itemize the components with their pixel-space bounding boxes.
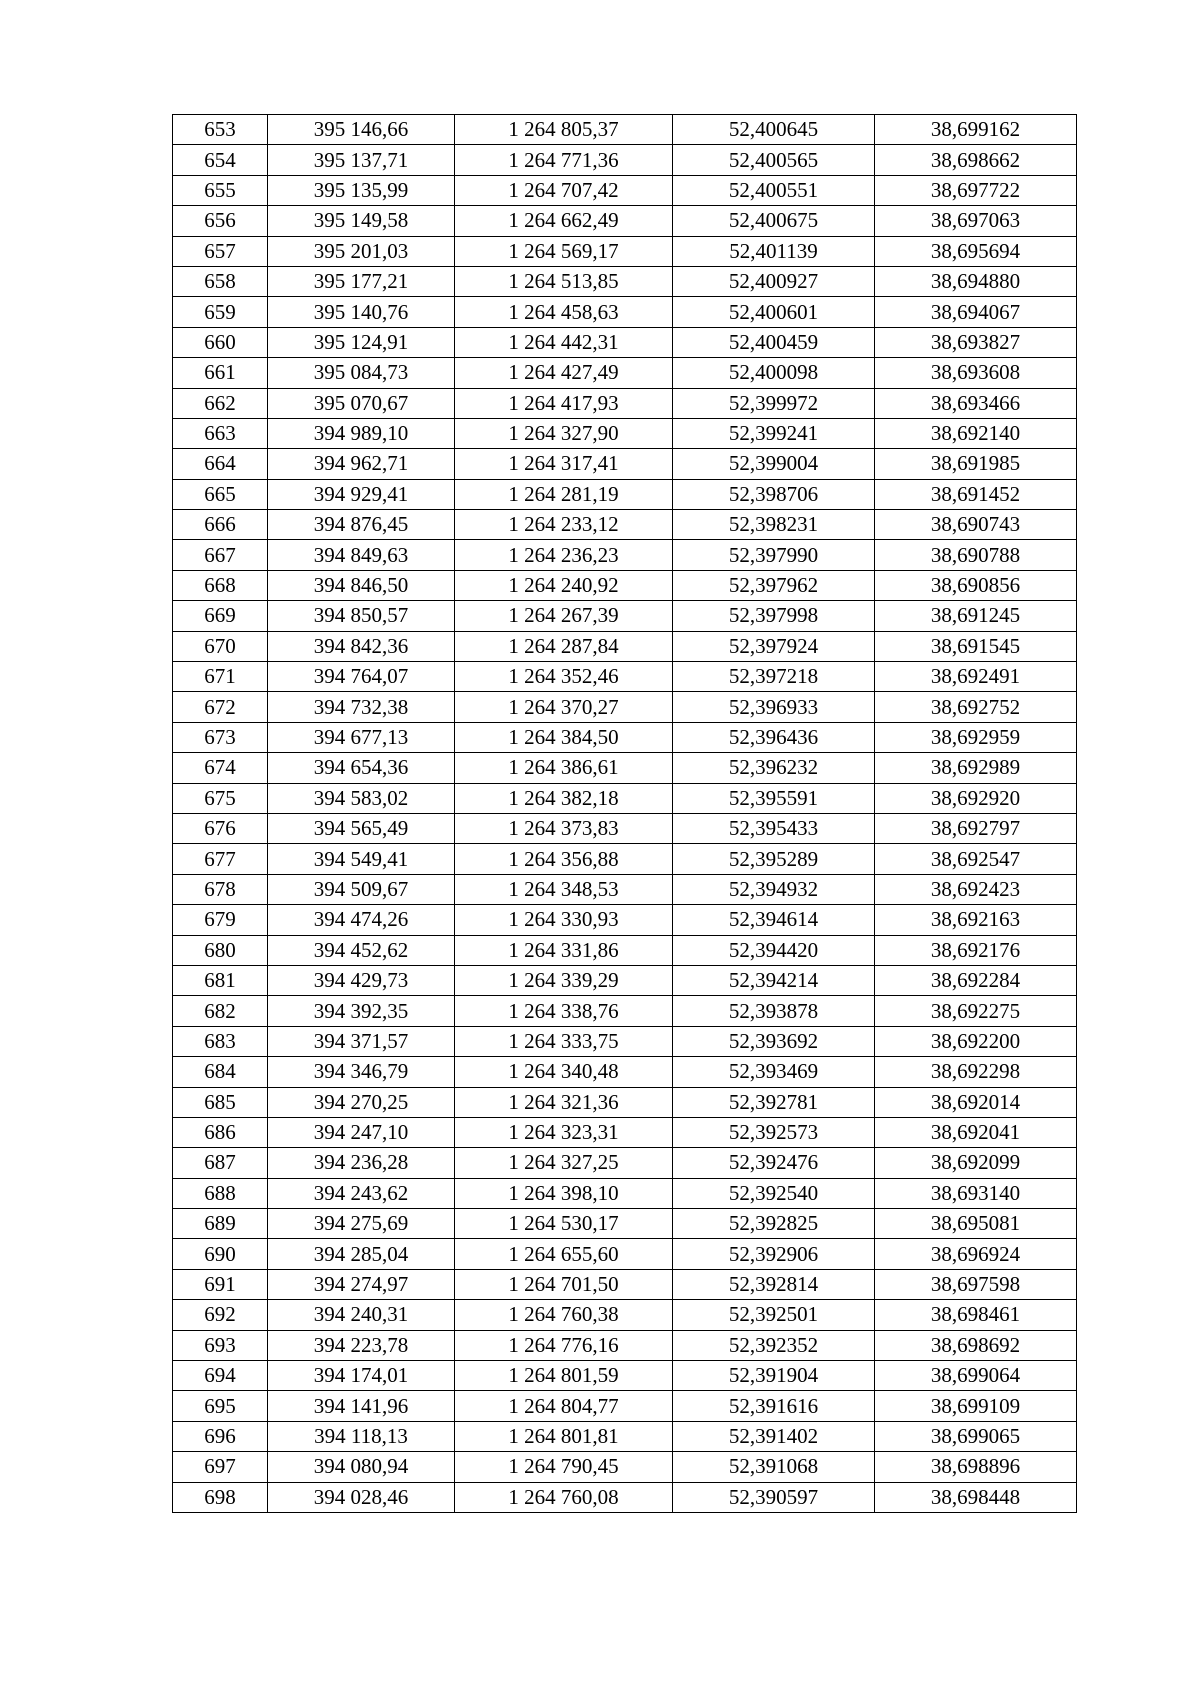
point-number-cell: 673: [173, 722, 268, 752]
longitude-cell: 38,695694: [875, 236, 1077, 266]
x-coordinate-cell: 394 285,04: [268, 1239, 455, 1269]
point-number-cell: 671: [173, 662, 268, 692]
table-row: [173, 266, 1077, 296]
table-row: [173, 418, 1077, 448]
x-coordinate-cell: 394 274,97: [268, 1269, 455, 1299]
table-row: [173, 692, 1077, 722]
longitude-cell: 38,698662: [875, 145, 1077, 175]
table-row: [173, 570, 1077, 600]
y-coordinate-cell: 1 264 321,36: [455, 1087, 673, 1117]
latitude-cell: 52,399241: [673, 418, 875, 448]
table-row: [173, 783, 1077, 813]
x-coordinate-cell: 395 177,21: [268, 266, 455, 296]
table-row: [173, 965, 1077, 995]
y-coordinate-cell: 1 264 384,50: [455, 722, 673, 752]
longitude-cell: 38,698448: [875, 1482, 1077, 1512]
point-number-cell: 661: [173, 358, 268, 388]
table-row: [173, 327, 1077, 357]
point-number-cell: 686: [173, 1117, 268, 1147]
longitude-cell: 38,690743: [875, 510, 1077, 540]
latitude-cell: 52,396232: [673, 753, 875, 783]
table-row: [173, 1421, 1077, 1451]
x-coordinate-cell: 395 146,66: [268, 115, 455, 145]
longitude-cell: 38,693827: [875, 327, 1077, 357]
x-coordinate-cell: 394 842,36: [268, 631, 455, 661]
latitude-cell: 52,392540: [673, 1178, 875, 1208]
longitude-cell: 38,699065: [875, 1421, 1077, 1451]
y-coordinate-cell: 1 264 790,45: [455, 1452, 673, 1482]
y-coordinate-cell: 1 264 760,38: [455, 1300, 673, 1330]
longitude-cell: 38,699064: [875, 1361, 1077, 1391]
point-number-cell: 675: [173, 783, 268, 813]
point-number-cell: 691: [173, 1269, 268, 1299]
latitude-cell: 52,400645: [673, 115, 875, 145]
table-row: [173, 1269, 1077, 1299]
table-row: [173, 1482, 1077, 1512]
point-number-cell: 674: [173, 753, 268, 783]
y-coordinate-cell: 1 264 398,10: [455, 1178, 673, 1208]
longitude-cell: 38,692752: [875, 692, 1077, 722]
y-coordinate-cell: 1 264 339,29: [455, 965, 673, 995]
y-coordinate-cell: 1 264 317,41: [455, 449, 673, 479]
x-coordinate-cell: 395 140,76: [268, 297, 455, 327]
point-number-cell: 669: [173, 601, 268, 631]
x-coordinate-cell: 394 583,02: [268, 783, 455, 813]
longitude-cell: 38,692989: [875, 753, 1077, 783]
x-coordinate-cell: 395 137,71: [268, 145, 455, 175]
latitude-cell: 52,391402: [673, 1421, 875, 1451]
longitude-cell: 38,694880: [875, 266, 1077, 296]
point-number-cell: 658: [173, 266, 268, 296]
table-row: [173, 1239, 1077, 1269]
table-row: [173, 1117, 1077, 1147]
point-number-cell: 653: [173, 115, 268, 145]
longitude-cell: 38,692014: [875, 1087, 1077, 1117]
point-number-cell: 688: [173, 1178, 268, 1208]
x-coordinate-cell: 395 149,58: [268, 206, 455, 236]
latitude-cell: 52,393692: [673, 1026, 875, 1056]
longitude-cell: 38,692959: [875, 722, 1077, 752]
x-coordinate-cell: 394 118,13: [268, 1421, 455, 1451]
point-number-cell: 662: [173, 388, 268, 418]
latitude-cell: 52,397218: [673, 662, 875, 692]
longitude-cell: 38,692797: [875, 813, 1077, 843]
y-coordinate-cell: 1 264 382,18: [455, 783, 673, 813]
point-number-cell: 665: [173, 479, 268, 509]
table-row: [173, 358, 1077, 388]
table-row: [173, 1209, 1077, 1239]
table-row: [173, 935, 1077, 965]
point-number-cell: 664: [173, 449, 268, 479]
y-coordinate-cell: 1 264 662,49: [455, 206, 673, 236]
y-coordinate-cell: 1 264 655,60: [455, 1239, 673, 1269]
latitude-cell: 52,397990: [673, 540, 875, 570]
latitude-cell: 52,392781: [673, 1087, 875, 1117]
latitude-cell: 52,398706: [673, 479, 875, 509]
latitude-cell: 52,399972: [673, 388, 875, 418]
table-row: [173, 479, 1077, 509]
latitude-cell: 52,392501: [673, 1300, 875, 1330]
y-coordinate-cell: 1 264 327,90: [455, 418, 673, 448]
point-number-cell: 685: [173, 1087, 268, 1117]
longitude-cell: 38,692920: [875, 783, 1077, 813]
point-number-cell: 672: [173, 692, 268, 722]
point-number-cell: 666: [173, 510, 268, 540]
point-number-cell: 692: [173, 1300, 268, 1330]
x-coordinate-cell: 395 201,03: [268, 236, 455, 266]
y-coordinate-cell: 1 264 760,08: [455, 1482, 673, 1512]
longitude-cell: 38,693140: [875, 1178, 1077, 1208]
longitude-cell: 38,692140: [875, 418, 1077, 448]
x-coordinate-cell: 394 677,13: [268, 722, 455, 752]
point-number-cell: 696: [173, 1421, 268, 1451]
y-coordinate-cell: 1 264 338,76: [455, 996, 673, 1026]
longitude-cell: 38,699162: [875, 115, 1077, 145]
y-coordinate-cell: 1 264 330,93: [455, 905, 673, 935]
point-number-cell: 668: [173, 570, 268, 600]
table-row: [173, 1391, 1077, 1421]
latitude-cell: 52,391616: [673, 1391, 875, 1421]
point-number-cell: 698: [173, 1482, 268, 1512]
latitude-cell: 52,392814: [673, 1269, 875, 1299]
point-number-cell: 657: [173, 236, 268, 266]
y-coordinate-cell: 1 264 776,16: [455, 1330, 673, 1360]
longitude-cell: 38,692491: [875, 662, 1077, 692]
point-number-cell: 697: [173, 1452, 268, 1482]
x-coordinate-cell: 394 028,46: [268, 1482, 455, 1512]
x-coordinate-cell: 394 764,07: [268, 662, 455, 692]
x-coordinate-cell: 394 080,94: [268, 1452, 455, 1482]
latitude-cell: 52,393469: [673, 1057, 875, 1087]
latitude-cell: 52,392476: [673, 1148, 875, 1178]
y-coordinate-cell: 1 264 771,36: [455, 145, 673, 175]
table-row: [173, 1300, 1077, 1330]
longitude-cell: 38,691245: [875, 601, 1077, 631]
y-coordinate-cell: 1 264 333,75: [455, 1026, 673, 1056]
point-number-cell: 684: [173, 1057, 268, 1087]
longitude-cell: 38,692099: [875, 1148, 1077, 1178]
x-coordinate-cell: 394 141,96: [268, 1391, 455, 1421]
x-coordinate-cell: 395 084,73: [268, 358, 455, 388]
x-coordinate-cell: 394 247,10: [268, 1117, 455, 1147]
table-row: [173, 388, 1077, 418]
y-coordinate-cell: 1 264 805,37: [455, 115, 673, 145]
longitude-cell: 38,692176: [875, 935, 1077, 965]
latitude-cell: 52,400675: [673, 206, 875, 236]
latitude-cell: 52,392906: [673, 1239, 875, 1269]
longitude-cell: 38,692275: [875, 996, 1077, 1026]
y-coordinate-cell: 1 264 458,63: [455, 297, 673, 327]
point-number-cell: 660: [173, 327, 268, 357]
y-coordinate-cell: 1 264 340,48: [455, 1057, 673, 1087]
x-coordinate-cell: 394 654,36: [268, 753, 455, 783]
latitude-cell: 52,400927: [673, 266, 875, 296]
x-coordinate-cell: 394 565,49: [268, 813, 455, 843]
x-coordinate-cell: 394 452,62: [268, 935, 455, 965]
x-coordinate-cell: 394 849,63: [268, 540, 455, 570]
y-coordinate-cell: 1 264 348,53: [455, 874, 673, 904]
latitude-cell: 52,392825: [673, 1209, 875, 1239]
table-row: [173, 1087, 1077, 1117]
longitude-cell: 38,693608: [875, 358, 1077, 388]
longitude-cell: 38,692423: [875, 874, 1077, 904]
point-number-cell: 682: [173, 996, 268, 1026]
latitude-cell: 52,398231: [673, 510, 875, 540]
y-coordinate-cell: 1 264 233,12: [455, 510, 673, 540]
longitude-cell: 38,696924: [875, 1239, 1077, 1269]
y-coordinate-cell: 1 264 417,93: [455, 388, 673, 418]
x-coordinate-cell: 394 371,57: [268, 1026, 455, 1056]
coordinates-table: [172, 114, 1077, 1513]
x-coordinate-cell: 395 124,91: [268, 327, 455, 357]
table-row: [173, 510, 1077, 540]
point-number-cell: 655: [173, 175, 268, 205]
x-coordinate-cell: 394 270,25: [268, 1087, 455, 1117]
latitude-cell: 52,393878: [673, 996, 875, 1026]
latitude-cell: 52,396436: [673, 722, 875, 752]
y-coordinate-cell: 1 264 530,17: [455, 1209, 673, 1239]
y-coordinate-cell: 1 264 323,31: [455, 1117, 673, 1147]
y-coordinate-cell: 1 264 513,85: [455, 266, 673, 296]
x-coordinate-cell: 394 243,62: [268, 1178, 455, 1208]
table-row: [173, 1026, 1077, 1056]
table-row: [173, 722, 1077, 752]
point-number-cell: 656: [173, 206, 268, 236]
latitude-cell: 52,395433: [673, 813, 875, 843]
y-coordinate-cell: 1 264 267,39: [455, 601, 673, 631]
y-coordinate-cell: 1 264 701,50: [455, 1269, 673, 1299]
latitude-cell: 52,391068: [673, 1452, 875, 1482]
table-row: [173, 1057, 1077, 1087]
y-coordinate-cell: 1 264 442,31: [455, 327, 673, 357]
point-number-cell: 654: [173, 145, 268, 175]
longitude-cell: 38,690788: [875, 540, 1077, 570]
latitude-cell: 52,400601: [673, 297, 875, 327]
latitude-cell: 52,401139: [673, 236, 875, 266]
y-coordinate-cell: 1 264 352,46: [455, 662, 673, 692]
longitude-cell: 38,698692: [875, 1330, 1077, 1360]
latitude-cell: 52,394420: [673, 935, 875, 965]
x-coordinate-cell: 394 174,01: [268, 1361, 455, 1391]
latitude-cell: 52,392573: [673, 1117, 875, 1147]
y-coordinate-cell: 1 264 240,92: [455, 570, 673, 600]
x-coordinate-cell: 394 962,71: [268, 449, 455, 479]
table-row: [173, 874, 1077, 904]
x-coordinate-cell: 394 275,69: [268, 1209, 455, 1239]
table-row: [173, 145, 1077, 175]
y-coordinate-cell: 1 264 236,23: [455, 540, 673, 570]
longitude-cell: 38,697598: [875, 1269, 1077, 1299]
table-row: [173, 236, 1077, 266]
latitude-cell: 52,390597: [673, 1482, 875, 1512]
longitude-cell: 38,697063: [875, 206, 1077, 236]
y-coordinate-cell: 1 264 804,77: [455, 1391, 673, 1421]
point-number-cell: 680: [173, 935, 268, 965]
table-row: [173, 753, 1077, 783]
point-number-cell: 689: [173, 1209, 268, 1239]
longitude-cell: 38,692200: [875, 1026, 1077, 1056]
table-row: [173, 1178, 1077, 1208]
table-row: [173, 662, 1077, 692]
x-coordinate-cell: 394 223,78: [268, 1330, 455, 1360]
table-row: [173, 1452, 1077, 1482]
table-row: [173, 601, 1077, 631]
point-number-cell: 663: [173, 418, 268, 448]
y-coordinate-cell: 1 264 386,61: [455, 753, 673, 783]
longitude-cell: 38,693466: [875, 388, 1077, 418]
x-coordinate-cell: 394 989,10: [268, 418, 455, 448]
longitude-cell: 38,692547: [875, 844, 1077, 874]
longitude-cell: 38,698461: [875, 1300, 1077, 1330]
y-coordinate-cell: 1 264 331,86: [455, 935, 673, 965]
latitude-cell: 52,391904: [673, 1361, 875, 1391]
table-row: [173, 1361, 1077, 1391]
y-coordinate-cell: 1 264 569,17: [455, 236, 673, 266]
table-row: [173, 175, 1077, 205]
x-coordinate-cell: 395 135,99: [268, 175, 455, 205]
latitude-cell: 52,392352: [673, 1330, 875, 1360]
longitude-cell: 38,698896: [875, 1452, 1077, 1482]
longitude-cell: 38,692041: [875, 1117, 1077, 1147]
y-coordinate-cell: 1 264 801,59: [455, 1361, 673, 1391]
table-row: [173, 996, 1077, 1026]
table-row: [173, 206, 1077, 236]
coordinates-table-body: [173, 115, 1077, 1513]
latitude-cell: 52,394614: [673, 905, 875, 935]
latitude-cell: 52,397998: [673, 601, 875, 631]
table-row: [173, 297, 1077, 327]
table-row: [173, 115, 1077, 145]
longitude-cell: 38,692298: [875, 1057, 1077, 1087]
latitude-cell: 52,395591: [673, 783, 875, 813]
y-coordinate-cell: 1 264 707,42: [455, 175, 673, 205]
y-coordinate-cell: 1 264 801,81: [455, 1421, 673, 1451]
latitude-cell: 52,396933: [673, 692, 875, 722]
longitude-cell: 38,695081: [875, 1209, 1077, 1239]
table-row: [173, 844, 1077, 874]
latitude-cell: 52,400551: [673, 175, 875, 205]
longitude-cell: 38,691985: [875, 449, 1077, 479]
latitude-cell: 52,400098: [673, 358, 875, 388]
point-number-cell: 679: [173, 905, 268, 935]
longitude-cell: 38,694067: [875, 297, 1077, 327]
table-row: [173, 631, 1077, 661]
y-coordinate-cell: 1 264 356,88: [455, 844, 673, 874]
table-row: [173, 1330, 1077, 1360]
y-coordinate-cell: 1 264 370,27: [455, 692, 673, 722]
latitude-cell: 52,394932: [673, 874, 875, 904]
point-number-cell: 676: [173, 813, 268, 843]
x-coordinate-cell: 394 429,73: [268, 965, 455, 995]
table-row: [173, 449, 1077, 479]
longitude-cell: 38,697722: [875, 175, 1077, 205]
y-coordinate-cell: 1 264 427,49: [455, 358, 673, 388]
table-row: [173, 1148, 1077, 1178]
x-coordinate-cell: 394 549,41: [268, 844, 455, 874]
y-coordinate-cell: 1 264 327,25: [455, 1148, 673, 1178]
x-coordinate-cell: 394 240,31: [268, 1300, 455, 1330]
point-number-cell: 670: [173, 631, 268, 661]
longitude-cell: 38,699109: [875, 1391, 1077, 1421]
x-coordinate-cell: 394 846,50: [268, 570, 455, 600]
latitude-cell: 52,399004: [673, 449, 875, 479]
point-number-cell: 694: [173, 1361, 268, 1391]
point-number-cell: 681: [173, 965, 268, 995]
x-coordinate-cell: 394 392,35: [268, 996, 455, 1026]
table-row: [173, 905, 1077, 935]
point-number-cell: 693: [173, 1330, 268, 1360]
x-coordinate-cell: 394 236,28: [268, 1148, 455, 1178]
x-coordinate-cell: 394 732,38: [268, 692, 455, 722]
point-number-cell: 687: [173, 1148, 268, 1178]
latitude-cell: 52,400459: [673, 327, 875, 357]
latitude-cell: 52,397962: [673, 570, 875, 600]
point-number-cell: 667: [173, 540, 268, 570]
point-number-cell: 683: [173, 1026, 268, 1056]
x-coordinate-cell: 395 070,67: [268, 388, 455, 418]
point-number-cell: 695: [173, 1391, 268, 1421]
point-number-cell: 659: [173, 297, 268, 327]
longitude-cell: 38,692284: [875, 965, 1077, 995]
point-number-cell: 690: [173, 1239, 268, 1269]
point-number-cell: 677: [173, 844, 268, 874]
longitude-cell: 38,692163: [875, 905, 1077, 935]
point-number-cell: 678: [173, 874, 268, 904]
y-coordinate-cell: 1 264 287,84: [455, 631, 673, 661]
longitude-cell: 38,691545: [875, 631, 1077, 661]
x-coordinate-cell: 394 509,67: [268, 874, 455, 904]
latitude-cell: 52,395289: [673, 844, 875, 874]
x-coordinate-cell: 394 850,57: [268, 601, 455, 631]
y-coordinate-cell: 1 264 373,83: [455, 813, 673, 843]
x-coordinate-cell: 394 474,26: [268, 905, 455, 935]
latitude-cell: 52,400565: [673, 145, 875, 175]
x-coordinate-cell: 394 929,41: [268, 479, 455, 509]
x-coordinate-cell: 394 346,79: [268, 1057, 455, 1087]
x-coordinate-cell: 394 876,45: [268, 510, 455, 540]
latitude-cell: 52,397924: [673, 631, 875, 661]
longitude-cell: 38,691452: [875, 479, 1077, 509]
longitude-cell: 38,690856: [875, 570, 1077, 600]
table-row: [173, 813, 1077, 843]
y-coordinate-cell: 1 264 281,19: [455, 479, 673, 509]
latitude-cell: 52,394214: [673, 965, 875, 995]
table-row: [173, 540, 1077, 570]
